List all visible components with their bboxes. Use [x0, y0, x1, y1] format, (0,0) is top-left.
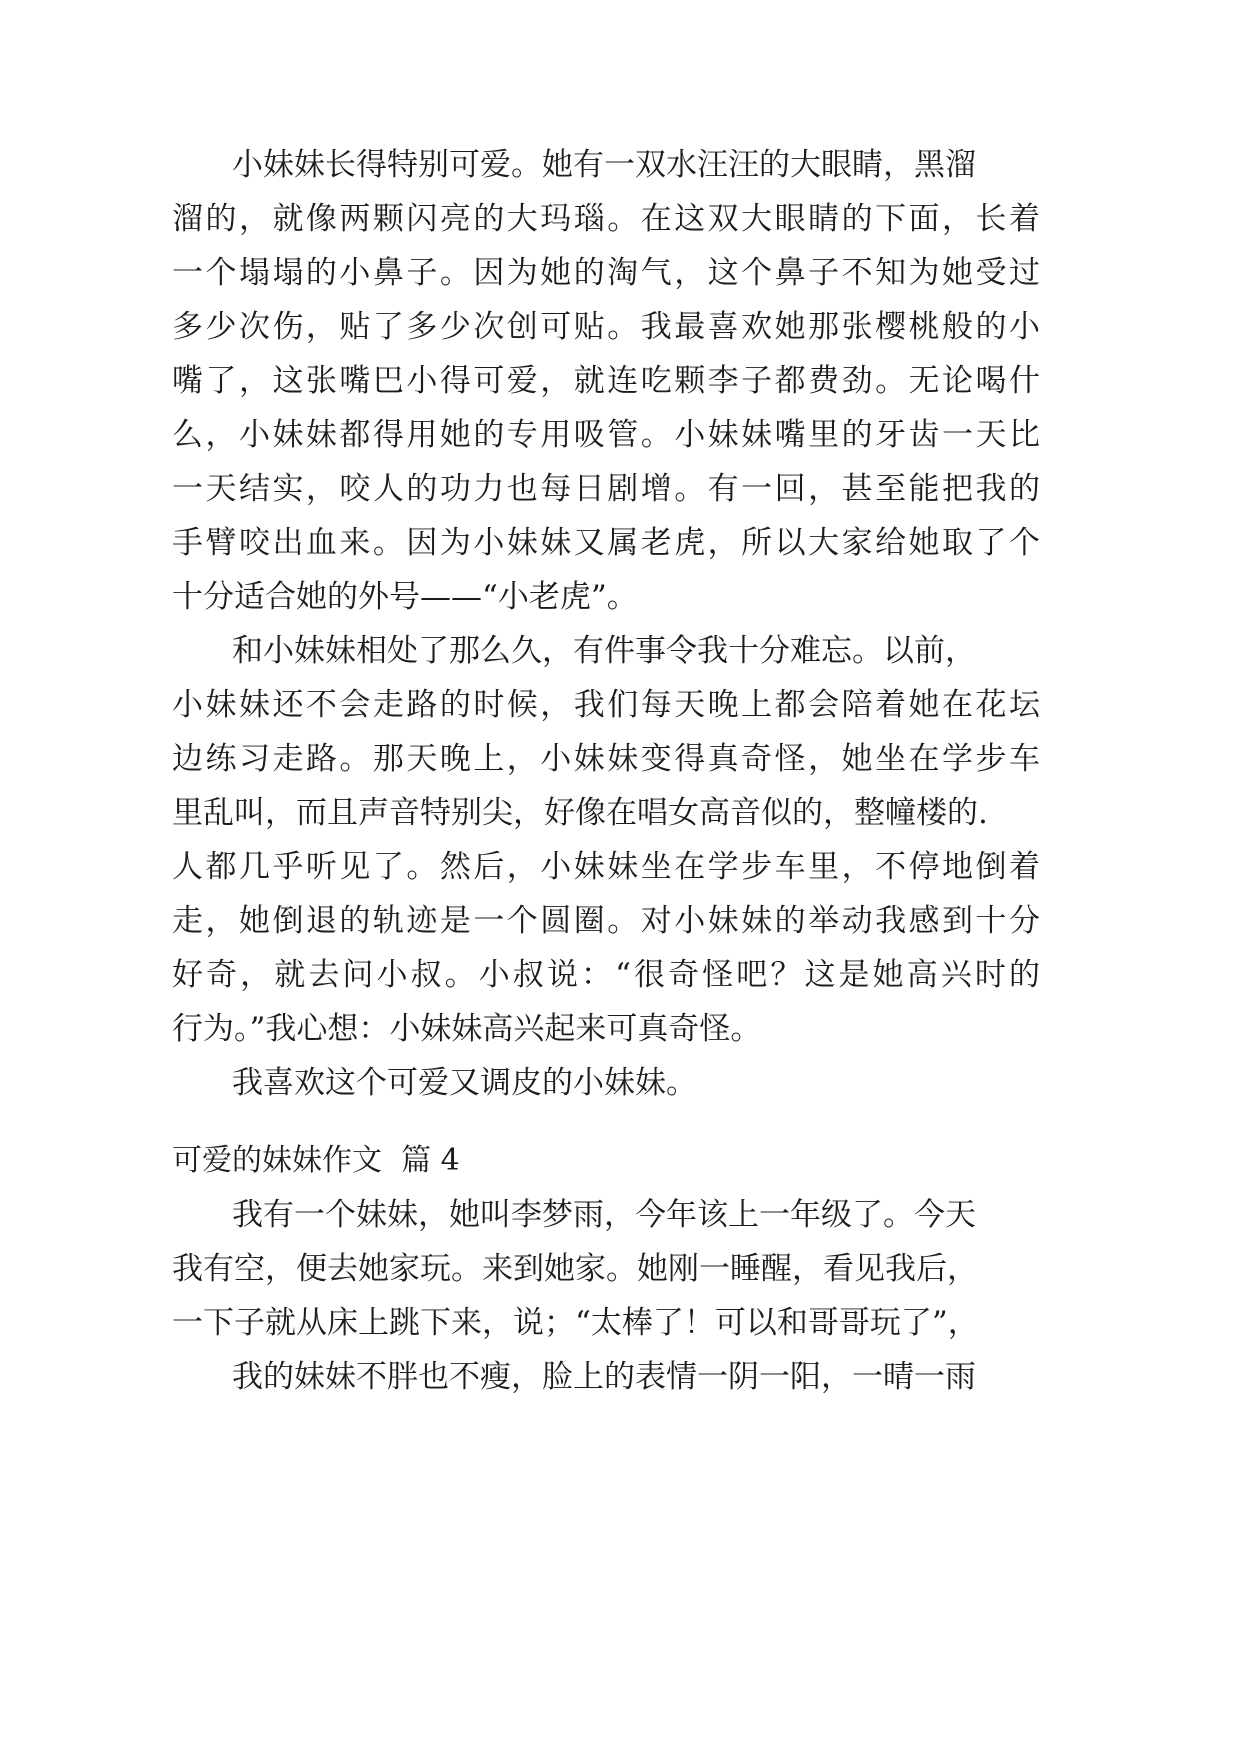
paragraph-4-line-3: 一下子就从床上跳下来，说；“太棒了！可以和哥哥玩了”， [172, 1305, 979, 1341]
paragraph-1-line-8: 手臂咬出血来。因为小妹妹又属老虎，所以大家给她取了个 [172, 525, 1040, 561]
paragraph-1-line-9: 十分适合她的外号——“小老虎”。 [172, 579, 638, 615]
paragraph-2-line-3: 边练习走路。那天晚上，小妹妹变得真奇怪，她坐在学步车 [172, 741, 1040, 777]
paragraph-2-line-2: 小妹妹还不会走路的时候，我们每天晚上都会陪着她在花坛 [172, 687, 1040, 723]
paragraph-1-line-5: 嘴了，这张嘴巴小得可爱，就连吃颗李子都费劲。无论喝什 [172, 363, 1040, 399]
paragraph-2-line-8: 行为。”我心想：小妹妹高兴起来可真奇怪。 [172, 1011, 762, 1047]
paragraph-1-line-1: 小妹妹长得特别可爱。她有一双水汪汪的大眼睛，黑溜 [232, 147, 976, 183]
paragraph-1-line-7: 一天结实，咬人的功力也每日剧增。有一回，甚至能把我的 [172, 471, 1040, 507]
paragraph-2-line-1: 和小妹妹相处了那么久，有件事令我十分难忘。以前， [232, 633, 976, 669]
section-heading: 可爱的妹妹作文 篇 4 [172, 1143, 460, 1178]
paragraph-1-line-6: 么，小妹妹都得用她的专用吸管。小妹妹嘴里的牙齿一天比 [172, 417, 1040, 453]
paragraph-2-line-7: 好奇，就去问小叔。小叔说：“很奇怪吧？这是她高兴时的 [172, 957, 1040, 993]
paragraph-2-line-6: 走，她倒退的轨迹是一个圆圈。对小妹妹的举动我感到十分 [172, 903, 1040, 939]
paragraph-1-line-3: 一个塌塌的小鼻子。因为她的淘气，这个鼻子不知为她受过 [172, 255, 1040, 291]
paragraph-3-line-1: 我喜欢这个可爱又调皮的小妹妹。 [232, 1065, 697, 1101]
paragraph-5-line-1: 我的妹妹不胖也不瘦，脸上的表情一阴一阳，一晴一雨 [232, 1359, 976, 1395]
paragraph-1-line-2: 溜的，就像两颗闪亮的大玛瑙。在这双大眼睛的下面，长着 [172, 201, 1040, 237]
paragraph-2-line-4: 里乱叫，而且声音特别尖，好像在唱女高音似的，整幢楼的. [172, 795, 988, 831]
paragraph-2-line-5: 人都几乎听见了。然后，小妹妹坐在学步车里，不停地倒着 [172, 849, 1040, 885]
paragraph-1-line-4: 多少次伤，贴了多少次创可贴。我最喜欢她那张樱桃般的小 [172, 309, 1040, 345]
paragraph-4-line-2: 我有空，便去她家玩。来到她家。她刚一睡醒，看见我后， [172, 1251, 978, 1287]
paragraph-4-line-1: 我有一个妹妹，她叫李梦雨，今年该上一年级了。今天 [232, 1197, 976, 1233]
